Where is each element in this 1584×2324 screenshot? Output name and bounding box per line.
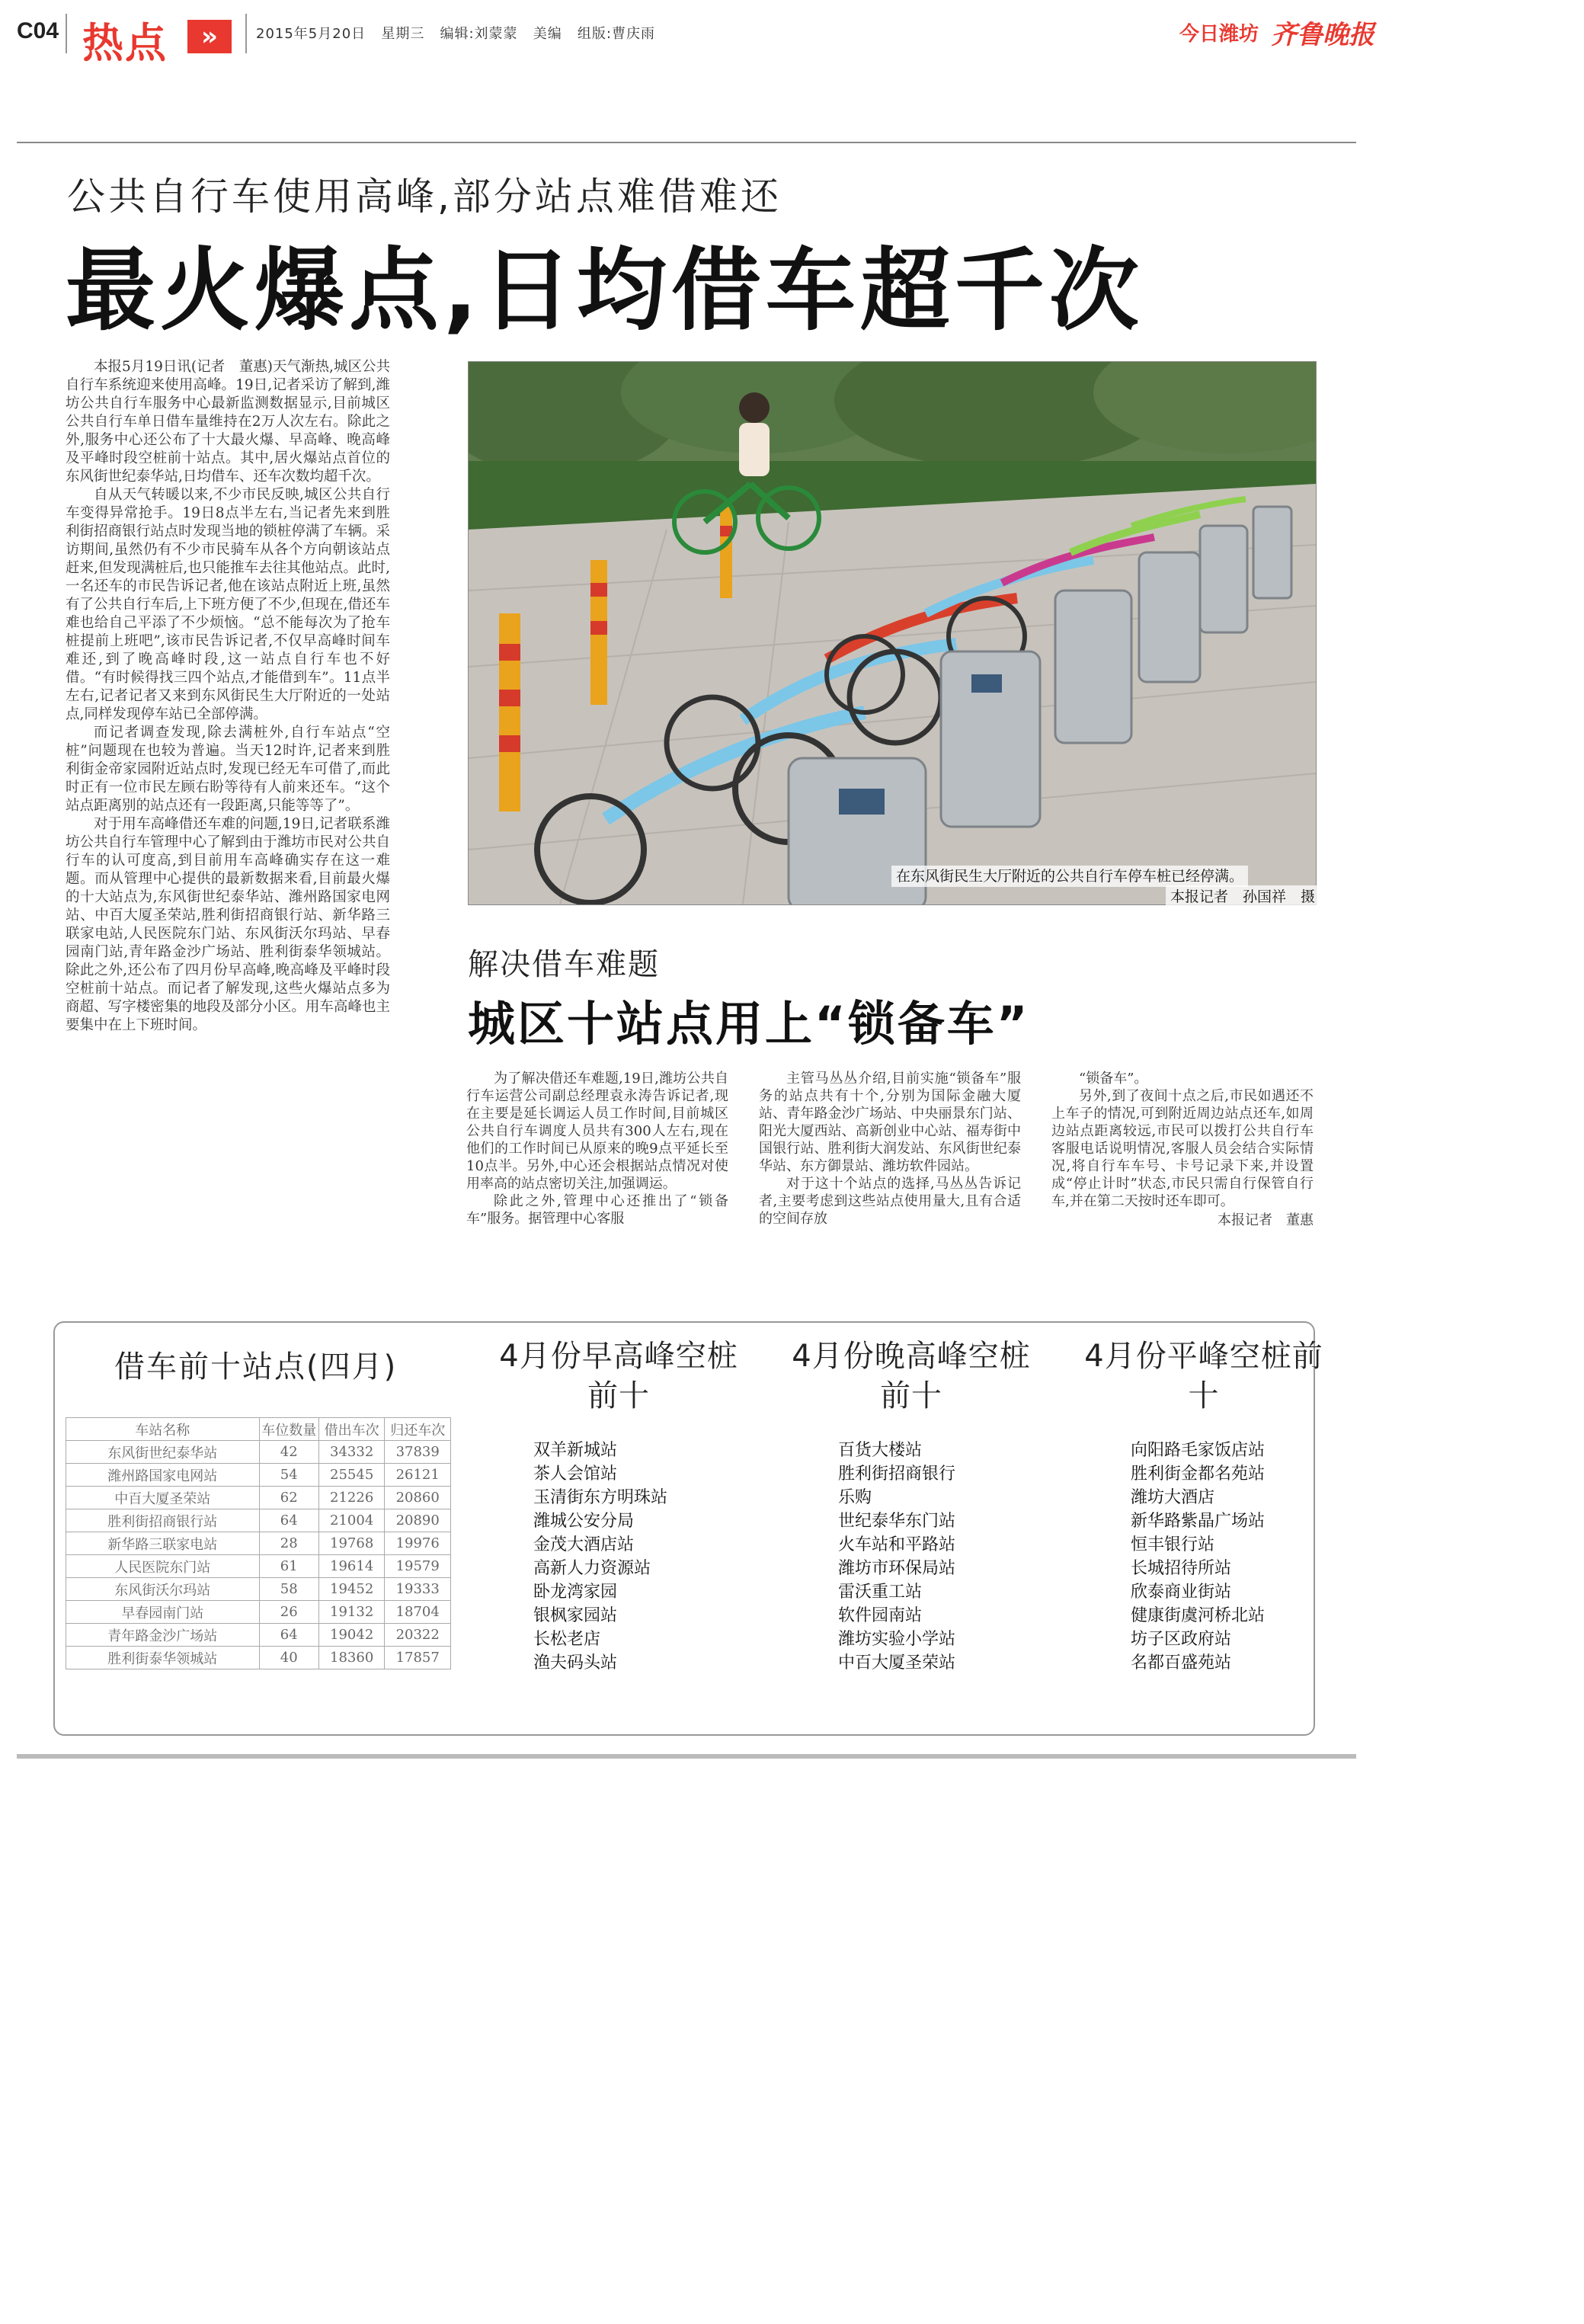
table-cell: 19042 <box>318 1624 385 1647</box>
list-item: 渔夫码头站 <box>533 1653 618 1673</box>
table-cell: 中百大厦圣荣站 <box>66 1487 260 1509</box>
byline: 本报记者 董惠 <box>1218 1212 1314 1228</box>
list-item: 金茂大酒店站 <box>533 1535 635 1554</box>
article-headline: 最火爆点,日均借车超千次 <box>66 238 1144 343</box>
photo-credit: 本报记者 孙国祥 摄 <box>1166 885 1320 906</box>
table-cell: 37839 <box>385 1441 451 1464</box>
table-cell: 新华路三联家电站 <box>66 1532 260 1555</box>
table-cell: 54 <box>259 1464 318 1487</box>
sub-headline: 城区十站点用上“锁备车” <box>468 996 1030 1052</box>
list-item: 长城招待所站 <box>1131 1559 1232 1578</box>
table-cell: 25545 <box>318 1464 385 1487</box>
table-cell: 19452 <box>318 1578 385 1601</box>
column-header: 归还车次 <box>385 1418 451 1441</box>
list-item: 高新人力资源站 <box>533 1559 651 1578</box>
column-name: 今日潍坊 <box>1179 23 1259 46</box>
list-item: 新华路紫晶广场站 <box>1131 1512 1266 1531</box>
table-cell: 20860 <box>385 1487 451 1509</box>
table-cell: 34332 <box>318 1441 385 1464</box>
paragraph: 另外,到了夜间十点之后,市民如遇还不上车子的情况,可到附近周边站点还车,如周边站点距离较远,市民可以拨打公共自行车客服电话说明情况,客服人员会结合实际情况,将自行车车号、卡号记录下来,并设置成“停止计时”状态,市民只需自行保管自行车,并在第二天按时还车即可。 <box>1051 1088 1314 1209</box>
table-cell: 58 <box>259 1578 318 1601</box>
list-item: 火车站和平路站 <box>838 1535 956 1554</box>
list-item: 坊子区政府站 <box>1131 1630 1232 1649</box>
table-row <box>66 1647 451 1669</box>
table-body <box>66 1441 451 1669</box>
list-item: 软件园南站 <box>838 1606 923 1625</box>
top-rule <box>17 142 1356 143</box>
paragraph: 自从天气转暖以来,不少市民反映,城区公共自行车变得异常抢手。19日8点半左右,当记者先来到胜利街招商银行站点时发现当地的锁桩停满了车辆。采访期间,虽然仍有不少市民骑车从各个方向朝该站点赶来,但发现满桩后,也只能推车去往其他站点。此时,一名还车的市民告诉记者,他在该站点附近上班,虽然有了公共自行车后,上下班方便了不少,但现在,借还车难也给自己平添了不少烦恼。“总不能每次为了抢车桩提前上班吧”,该市民告诉记者,不仅早高峰时间车难还,到了晚高峰时段,这一站点自行车也不好借。“有时候得找三四个站点,才能借到车”。11点半左右,记者记者又来到东风街民生大厅附近的一处站点,同样发现停车站已全部停满。 <box>66 487 390 722</box>
title-line: 4月份平峰空桩前十 <box>1084 1339 1323 1413</box>
table-row <box>66 1487 451 1509</box>
table-cell: 19614 <box>318 1555 385 1578</box>
table-row <box>66 1441 451 1464</box>
table-row <box>66 1464 451 1487</box>
station-table <box>66 1417 451 1669</box>
header-divider <box>66 14 67 53</box>
evening-peak-title <box>789 1336 1033 1416</box>
table-cell: 19976 <box>385 1532 451 1555</box>
table-row <box>66 1532 451 1555</box>
table-cell: 胜利街泰华领城站 <box>66 1647 260 1669</box>
table-cell: 20322 <box>385 1624 451 1647</box>
list-item: 雷沃重工站 <box>838 1583 923 1602</box>
table-cell: 19579 <box>385 1555 451 1578</box>
title-line: 4月份晚高峰空桩前十 <box>792 1339 1031 1413</box>
table-cell: 东风街世纪泰华站 <box>66 1441 260 1464</box>
column-header: 借出车次 <box>318 1418 385 1441</box>
list-item: 恒丰银行站 <box>1131 1535 1215 1554</box>
table-cell: 胜利街招商银行站 <box>66 1509 260 1532</box>
list-item: 健康街虞河桥北站 <box>1131 1606 1266 1625</box>
article-column-4 <box>1051 1070 1314 1229</box>
table-row <box>66 1624 451 1647</box>
table-cell: 64 <box>259 1509 318 1532</box>
table-cell: 潍州路国家电网站 <box>66 1464 260 1487</box>
table-cell: 18360 <box>318 1647 385 1669</box>
off-peak-title <box>1082 1336 1326 1416</box>
list-item: 潍城公安分局 <box>533 1512 635 1531</box>
morning-peak-list <box>533 1439 667 1675</box>
table-cell: 17857 <box>385 1647 451 1669</box>
paragraph: 而记者调查发现,除去满桩外,自行车站点“空桩”问题现在也较为普遍。当天12时许,记者来到胜利街金帝家园附近站点时,发现已经无车可借了,而此时正有一位市民左顾右盼等待有人前来还车。“这个站点距离别的站点还有一段距离,只能等等了”。 <box>66 725 390 814</box>
table-cell: 21004 <box>318 1509 385 1532</box>
table-cell: 40 <box>259 1647 318 1669</box>
table-cell: 早春园南门站 <box>66 1601 260 1624</box>
table-cell: 东风街沃尔玛站 <box>66 1578 260 1601</box>
list-item: 百货大楼站 <box>838 1441 923 1460</box>
table-row <box>66 1578 451 1601</box>
title-line: 4月份早高峰空桩前十 <box>499 1339 738 1413</box>
table-cell: 61 <box>259 1555 318 1578</box>
article-column-1 <box>66 358 390 1035</box>
list-item: 茶人会馆站 <box>533 1465 618 1484</box>
header-divider <box>245 14 247 53</box>
list-item: 银枫家园站 <box>533 1606 618 1625</box>
table-cell: 26121 <box>385 1464 451 1487</box>
list-item: 玉清街东方明珠站 <box>533 1488 668 1507</box>
list-item: 名都百盛苑站 <box>1131 1653 1232 1673</box>
paragraph: 对于这十个站点的选择,马丛丛告诉记者,主要考虑到这些站点使用量大,且有合适的空间存放 <box>759 1176 1021 1227</box>
bottom-rule <box>17 1754 1356 1759</box>
table-cell: 20890 <box>385 1509 451 1532</box>
table-cell: 62 <box>259 1487 318 1509</box>
column-header: 车位数量 <box>259 1418 318 1441</box>
table-cell: 19333 <box>385 1578 451 1601</box>
table-cell: 青年路金沙广场站 <box>66 1624 260 1647</box>
paragraph: 对于用车高峰借还车难的问题,19日,记者联系潍坊公共自行车管理中心了解到由于潍坊市民对公共自行车的认可度高,到目前用车高峰确实存在这一难题。而从管理中心提供的最新数据来看,目前最火爆的十大站点为,东风街世纪泰华站、潍州路国家电网站、中百大厦圣荣站,胜利街招商银行站、新华路三联家电站,人民医院东门站、东风街沃尔玛站、早春园南门站,青年路金沙广场站、胜利街泰华领城站。除此之外,还公布了四月份早高峰,晚高峰及平峰时段空桩前十站点。而记者了解发现,这些火爆站点多为商超、写字楼密集的地段及部分小区。用车高峰也主要集中在上下班时间。 <box>66 816 390 1033</box>
article-column-2 <box>466 1070 728 1228</box>
paragraph: 主管马丛丛介绍,目前实施“锁备车”服务的站点共有十个,分别为国际金融大厦站、青年路金沙广场站、中央丽景东门站、阳光大厦西站、高新创业中心站、福寿街中国银行站、胜利街大润发站、东风街世纪泰华站、东方御景站、潍坊软件园站。 <box>759 1071 1021 1174</box>
table-title: 借车前十站点(四月) <box>114 1349 398 1384</box>
paragraph: 为了解决借还车难题,19日,潍坊公共自行车运营公司副总经理袁永涛告诉记者,现在主要是延长调运人员工作时间,目前城区公共自行车调度人员共有300人左右,现在他们的工作时间已从原来的晚9点平延长至10点半。另外,中心还会根据站点情况对使用率高的站点密切关注,加强调运。 <box>466 1071 728 1192</box>
table-row <box>66 1555 451 1578</box>
list-item: 长松老店 <box>533 1630 601 1649</box>
news-photo <box>468 361 1317 905</box>
list-item: 潍坊市环保局站 <box>838 1559 956 1578</box>
table-cell: 64 <box>259 1624 318 1647</box>
list-item: 向阳路毛家饭店站 <box>1131 1441 1266 1460</box>
table-cell: 42 <box>259 1441 318 1464</box>
paragraph: “锁备车”。 <box>1079 1071 1148 1087</box>
article-kicker: 公共自行车使用高峰,部分站点难借难还 <box>67 174 782 219</box>
list-item: 双羊新城站 <box>533 1441 618 1460</box>
article-column-3 <box>759 1070 1021 1228</box>
page-number: C04 <box>17 18 59 43</box>
sub-kicker: 解决借车难题 <box>468 947 660 982</box>
table-cell: 19132 <box>318 1601 385 1624</box>
list-item: 胜利街金都名苑站 <box>1131 1465 1266 1484</box>
chevron-right-icon: » <box>187 20 232 53</box>
paragraph: 除此之外,管理中心还推出了“锁备车”服务。据管理中心客服 <box>466 1193 728 1227</box>
column-header: 车站名称 <box>66 1418 260 1441</box>
list-item: 世纪泰华东门站 <box>838 1512 956 1531</box>
section-name: 热点 <box>82 19 168 67</box>
list-item: 中百大厦圣荣站 <box>838 1653 956 1673</box>
table-row <box>66 1601 451 1624</box>
photo-caption: 在东风街民生大厅附近的公共自行车停车桩已经停满。 <box>891 866 1248 887</box>
table-cell: 人民医院东门站 <box>66 1555 260 1578</box>
list-item: 卧龙湾家园 <box>533 1583 618 1602</box>
list-item: 潍坊实验小学站 <box>838 1630 956 1649</box>
table-cell: 26 <box>259 1601 318 1624</box>
table-cell: 28 <box>259 1532 318 1555</box>
list-item: 乐购 <box>838 1488 872 1507</box>
table-cell: 18704 <box>385 1601 451 1624</box>
issue-meta: 2015年5月20日 星期三 编辑:刘蒙蒙 美编 组版:曹庆雨 <box>256 26 655 42</box>
list-item: 胜利街招商银行 <box>838 1465 956 1484</box>
evening-peak-list <box>838 1439 955 1675</box>
list-item: 潍坊大酒店 <box>1131 1488 1215 1507</box>
table-cell: 21226 <box>318 1487 385 1509</box>
table-row <box>66 1509 451 1532</box>
paragraph: 本报5月19日讯(记者 董惠)天气渐热,城区公共自行车系统迎来使用高峰。19日,记者采访了解到,潍坊公共自行车服务中心最新监测数据显示,目前城区公共自行车单日借车量维持在2万人次左右。除此之外,服务中心还公布了十大最火爆、早高峰、晚高峰及平峰时段空桩前十站点。其中,居火爆站点首位的东风街世纪泰华站,日均借车、还车次数均超千次。 <box>66 359 390 485</box>
table-cell: 19768 <box>318 1532 385 1555</box>
off-peak-list <box>1131 1439 1265 1675</box>
table-header-row <box>66 1418 451 1441</box>
newspaper-logo: 齐鲁晚报 <box>1271 20 1374 50</box>
morning-peak-title <box>497 1336 741 1416</box>
list-item: 欣泰商业街站 <box>1131 1583 1232 1602</box>
bike-station-illustration <box>469 362 1316 904</box>
